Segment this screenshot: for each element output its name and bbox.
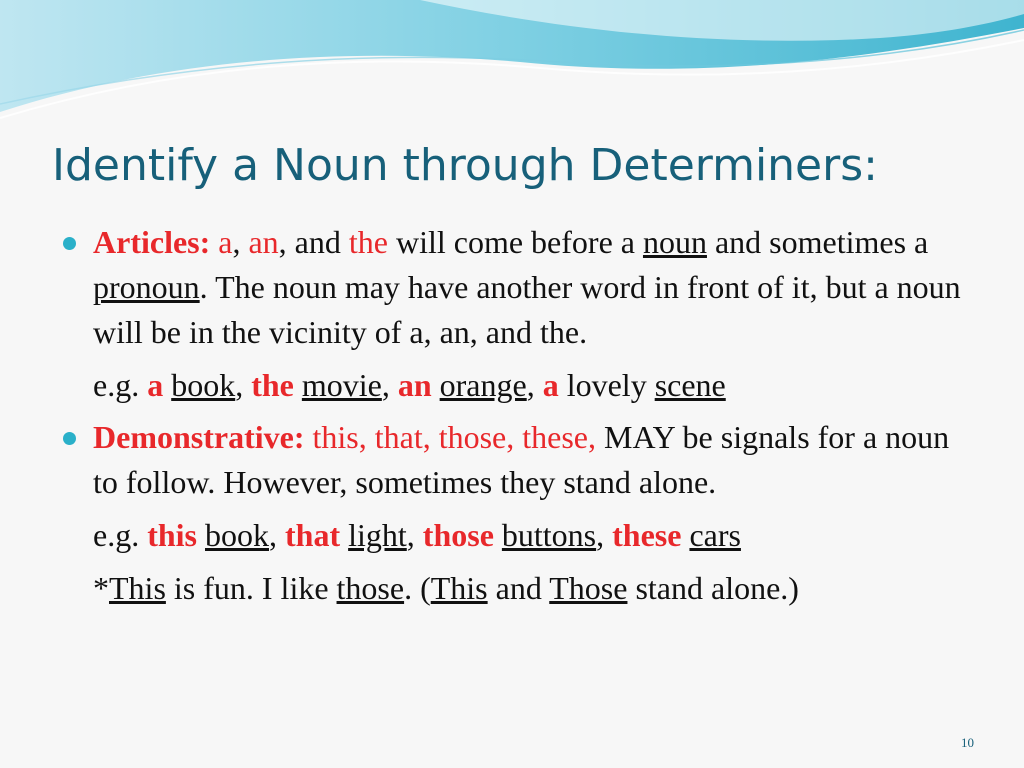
noun-word: noun (642, 224, 707, 260)
article-word-the: the (348, 224, 388, 260)
example-noun: cars (689, 517, 741, 553)
example-noun: book (171, 367, 236, 403)
example-noun: buttons (501, 517, 597, 553)
example-det: these (612, 517, 682, 553)
articles-bullet (60, 220, 970, 355)
example-adjective: lovely (566, 367, 647, 403)
example-det: a (147, 367, 164, 403)
standalone-word: This (430, 570, 488, 606)
pronoun-word: pronoun (93, 269, 200, 305)
demonstrative-text: MAY be signals for a noun to follow. However, sometimes they stand alone. (93, 419, 950, 500)
example-prefix: e.g. (93, 367, 140, 403)
example-noun: light (348, 517, 407, 553)
example-det: this (147, 517, 197, 553)
demonstrative-label: Demonstrative: (93, 419, 305, 455)
standalone-text: . ( (404, 570, 431, 606)
example-det: those (422, 517, 494, 553)
demonstrative-bullet (60, 415, 970, 505)
example-det: an (397, 367, 432, 403)
articles-example: e.g. a book, the movie, an orange, a lovely scene (93, 367, 726, 403)
articles-label: Articles: (93, 224, 211, 260)
standalone-text: stand alone.) (635, 570, 799, 606)
slide-content (60, 220, 970, 618)
example-det: the (251, 367, 294, 403)
standalone-example (60, 566, 970, 611)
articles-text-3: . The noun may have another word in front of it, but a noun will be in the vicinity of a, an, and the. (93, 269, 961, 350)
standalone-text: is fun. I like (173, 570, 329, 606)
header-wave-decoration (0, 0, 1024, 120)
articles-sep-2: , and (278, 224, 341, 260)
standalone-star: * (93, 570, 109, 606)
example-det: a (542, 367, 559, 403)
article-word-a: a (218, 224, 233, 260)
example-det: that (285, 517, 341, 553)
articles-text-1: will come before a (395, 224, 635, 260)
slide-title: Identify a Noun through Determiners: (52, 140, 878, 191)
article-word-an: an (248, 224, 279, 260)
example-prefix: e.g. (93, 517, 140, 553)
example-noun: movie (301, 367, 382, 403)
example-noun: book (205, 517, 269, 553)
example-noun: scene (654, 367, 726, 403)
articles-text-2: and sometimes a (714, 224, 929, 260)
standalone-word: those (336, 570, 405, 606)
articles-sep-1: , (232, 224, 241, 260)
demonstrative-example: e.g. this book, that light, those buttons, these cars (93, 517, 741, 553)
standalone-word: This (109, 570, 166, 606)
example-noun: orange (439, 367, 527, 403)
page-number: 10 (961, 735, 974, 750)
standalone-word: Those (549, 570, 628, 606)
demonstrative-words: this, that, those, these, (312, 419, 596, 455)
standalone-text: and (495, 570, 542, 606)
